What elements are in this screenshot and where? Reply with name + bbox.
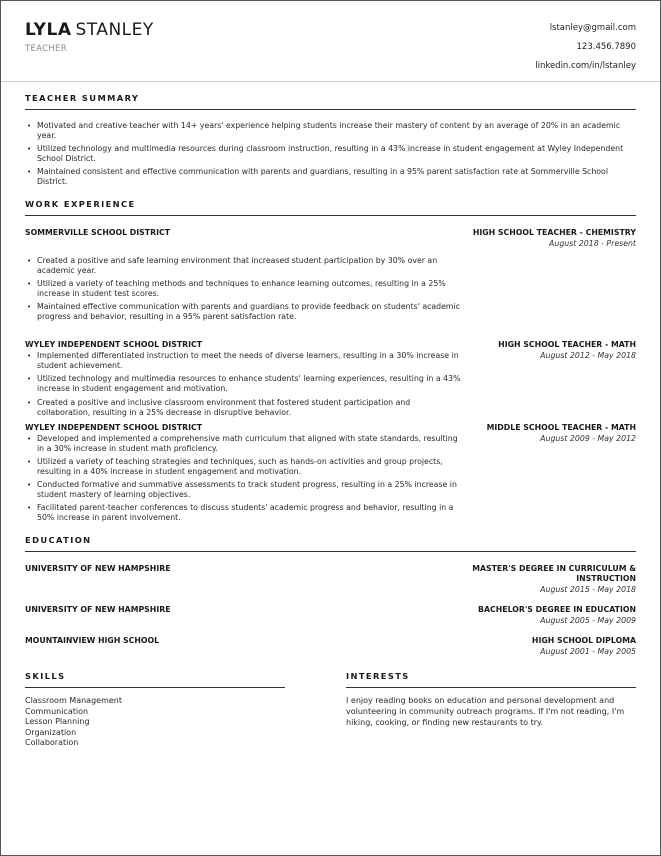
degree-title-cont: INSTRUCTION <box>576 574 636 584</box>
list-item: • Maintained effective communication with parents and guardians to provide feedback on students' academic progress and behavior, resulting in a 95% parent satisfaction rate. <box>25 302 465 322</box>
degree-title: BACHELOR'S DEGREE IN EDUCATION <box>478 605 636 615</box>
contact-info <box>535 19 636 76</box>
list-item: • Utilized technology and multimedia resources to enhance students' learning experiences, resulting in a 43% increase in student engagement and motivation. <box>25 374 465 394</box>
education-entry <box>25 605 636 626</box>
phone-number: 123.456.7890 <box>576 42 636 52</box>
list-item: • Utilized technology and multimedia resources during classroom instruction, resulting in a 43% increase in student engagement at Wyley Independent School District. <box>25 144 636 164</box>
skill-item: Classroom Management <box>25 696 122 706</box>
education-meta <box>472 564 636 595</box>
education-meta <box>532 636 636 657</box>
skill-item: Collaboration <box>25 738 79 748</box>
section-divider <box>25 687 285 688</box>
skills-interests-row <box>25 671 636 748</box>
list-item: • Utilized a variety of teaching methods and techniques to enhance learning outcomes, resulting in a 25% increase in student test scores. <box>25 279 465 299</box>
education-dates: August 2015 - May 2018 <box>540 585 636 595</box>
summary-section <box>25 93 636 188</box>
job-meta <box>487 423 636 444</box>
job-entry <box>25 423 636 524</box>
section-title-summary: TEACHER SUMMARY <box>25 93 140 103</box>
job-dates: August 2009 - May 2012 <box>540 433 636 443</box>
list-item: • Maintained consistent and effective communication with parents and guardians, resulting in a 95% parent satisfaction rate at Sommerville School District. <box>25 167 636 187</box>
skill-item: Communication <box>25 706 89 716</box>
list-item: • Motivated and creative teacher with 14+ years' experience helping students increase their mastery of content by an average of 20% in an academic year. <box>25 121 636 141</box>
job-meta <box>498 340 636 361</box>
job-entry <box>25 228 636 323</box>
job-dates: August 2012 - May 2018 <box>540 351 636 361</box>
section-divider <box>25 551 636 552</box>
skills-list <box>25 696 285 748</box>
employer-name: WYLEY INDEPENDENT SCHOOL DISTRICT <box>25 340 203 350</box>
section-title-interests: INTERESTS <box>346 671 410 682</box>
job-meta <box>473 228 636 249</box>
education-entry <box>25 564 636 595</box>
list-item: • Developed and implemented a comprehensive math curriculum that aligned with state standards, resulting in a 30% increase in student math proficiency. <box>25 434 465 454</box>
list-item: • Created a positive and safe learning environment that increased student participation by 30% over an academic year. <box>25 256 465 276</box>
resume-header <box>25 1 636 97</box>
education-dates: August 2001 - May 2005 <box>540 647 636 657</box>
skill-item: Organization <box>25 727 77 737</box>
school-name: UNIVERSITY OF NEW HAMPSHIRE <box>25 605 171 615</box>
candidate-role: TEACHER <box>25 44 67 54</box>
job-title: HIGH SCHOOL TEACHER - MATH <box>498 340 636 350</box>
interests-section <box>346 671 636 748</box>
section-title-skills: SKILLS <box>25 671 66 682</box>
summary-list <box>25 121 636 188</box>
skill-item: Lesson Planning <box>25 717 90 727</box>
interests-text: I enjoy reading books on education and personal development and volunteering in community outreach programs. If I'm not reading, I'm hiking, cooking, or finding new restaurants to try. <box>346 696 625 728</box>
section-title-education: EDUCATION <box>25 535 92 546</box>
section-divider <box>346 687 636 688</box>
linkedin-link[interactable]: linkedin.com/in/lstanley <box>535 61 636 71</box>
skills-section <box>25 671 285 748</box>
first-name: LYLA <box>25 20 72 40</box>
employer-name: WYLEY INDEPENDENT SCHOOL DISTRICT <box>25 422 203 432</box>
email-link[interactable]: lstanley@gmail.com <box>549 23 636 33</box>
job-bullets <box>25 434 465 524</box>
job-dates: August 2018 - Present <box>549 238 636 248</box>
education-dates: August 2005 - May 2009 <box>540 616 636 626</box>
employer-name: SOMMERVILLE SCHOOL DISTRICT <box>25 227 171 237</box>
education-section <box>25 535 636 657</box>
header-divider <box>1 81 660 82</box>
job-header <box>25 228 636 249</box>
list-item: • Created a positive and inclusive classroom environment that fostered student participation and collaboration, resulting in a 25% decrease in disruptive behavior. <box>25 398 465 418</box>
job-entry <box>25 340 636 418</box>
job-title: MIDDLE SCHOOL TEACHER - MATH <box>486 422 636 432</box>
candidate-name <box>25 20 154 40</box>
list-item: • Utilized a variety of teaching strategies and techniques, such as hands-on activities and group projects, resulting in a 40% increase in student engagement and motivation. <box>25 457 465 477</box>
degree-title: MASTER'S DEGREE IN CURRICULUM & <box>472 564 636 574</box>
school-name: MOUNTAINVIEW HIGH SCHOOL <box>25 636 160 646</box>
job-bullets <box>25 256 465 323</box>
job-title: HIGH SCHOOL TEACHER - CHEMISTRY <box>472 227 636 237</box>
last-name: STANLEY <box>75 20 154 40</box>
school-name: UNIVERSITY OF NEW HAMPSHIRE <box>25 564 171 574</box>
list-item: • Implemented differentiated instruction to meet the needs of diverse learners, resulting in a 30% increase in student achievement. <box>25 351 465 371</box>
experience-section <box>25 199 636 524</box>
list-item: • Facilitated parent-teacher conferences to discuss students' academic progress and behavior, resulting in a 50% increase in parent involvement. <box>25 503 465 523</box>
section-divider <box>25 109 636 110</box>
education-meta <box>478 605 636 626</box>
job-bullets <box>25 351 465 418</box>
section-title-experience: WORK EXPERIENCE <box>25 198 136 209</box>
section-divider <box>25 215 636 216</box>
list-item: • Conducted formative and summative assessments to track student progress, resulting in a 25% increase in student mastery of learning objectives. <box>25 480 465 500</box>
education-entry <box>25 636 636 657</box>
degree-title: HIGH SCHOOL DIPLOMA <box>531 636 636 646</box>
